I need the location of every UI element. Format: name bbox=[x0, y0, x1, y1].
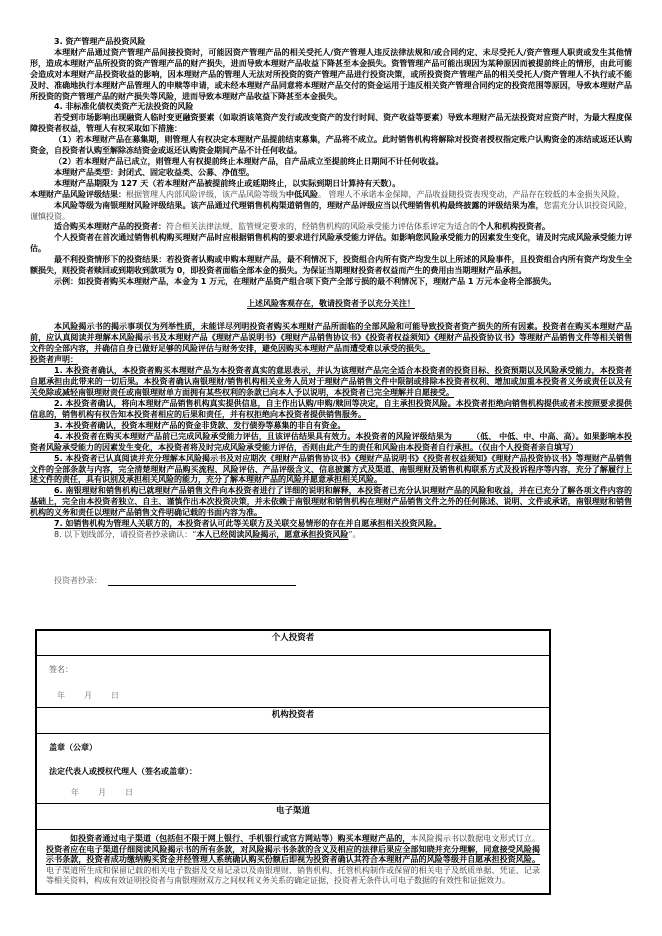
text-segment: 根据管理人内部风险评级，该产品风险等级为 bbox=[126, 189, 286, 199]
text-segment: 本理财产品类型：封闭式、固定收益类、公募、净值型。 bbox=[54, 167, 254, 177]
section-4-body bbox=[30, 113, 632, 135]
transcription-input-line[interactable] bbox=[108, 577, 296, 586]
text-segment: 中低风险 bbox=[286, 189, 318, 199]
table-row bbox=[36, 708, 550, 734]
text-segment: 本人已经阅读风险揭示，愿意承担投资风险 bbox=[196, 529, 349, 539]
investor-declaration-item-1 bbox=[30, 366, 632, 399]
individual-signature-cell[interactable] bbox=[36, 656, 550, 708]
text-segment: （2）若本理财产品已成立，则管理人有权提前终止本理财产品，自产品成立至提前终止日期间不计任何收益。 bbox=[54, 156, 444, 166]
text-segment: 您需充分认识投资风险，谨慎投资。 bbox=[30, 200, 632, 221]
text-segment: 。 管理人不承诺本金保障，产品收益随投资表现变动，产品存在较低的本金损失风险。 bbox=[318, 189, 625, 199]
text-segment: 4. 本投资者在购买本理财产品前已完成风险承受能力评估，且该评估结果具有效力。本投资者的风险评级结果为 （低、 中低、中、中高、高）。如果影响本投资者风险承受能力的因素发生变化，本投资者将及时完成风险承受能力评估，否则由此产生的责任和风险由本投资者自行承担。（仅由个人投资者亲自填写） bbox=[30, 431, 632, 452]
investor-declaration-item-2 bbox=[30, 399, 632, 421]
text-segment: 示例：如投资者购买本理财产品，本金为 1 万元，在理财产品资产组合项下资产全部亏损的最不利情况下，理财产品 1 万元本金将全部损失。 bbox=[54, 276, 557, 286]
text-segment: 投资者声明： bbox=[30, 355, 78, 365]
worst-case-result bbox=[30, 255, 632, 277]
text-segment: 6. 南银理财和销售机构已就理财产品销售文件向本投资者进行了详细的说明和解释，本投资者已充分认识理财产品的风险和收益，并在已充分了解各项文件内容的基础上，完全由本投资者独立、自主、谨慎作出本次投资决策，并未依赖于南银理财和销售机构在理财产品销售文件之外的任何陈述、说明、文件或承诺，南银理财和销售机构的义务和责任以理财产品销售文件明确记载的书面内容为准。 bbox=[30, 486, 632, 518]
echannel-header: 电子渠道 bbox=[36, 804, 550, 830]
text-segment: 3. 本投资者确认，投资本理财产品的资金非贷款、发行债券等募集的非自有资金。 bbox=[54, 420, 346, 430]
text-segment: 如投资者通过电子渠道（包括但不限于网上银行、手机银行或官方网站等）购买本理财产品的， bbox=[70, 834, 411, 844]
echannel-paragraph bbox=[46, 834, 540, 886]
rating-agency-note bbox=[30, 201, 632, 223]
text-segment: 符合相关法律法规、监管规定要求的，经销售机构的风险承受能力评估体系评定为适合的 bbox=[166, 222, 478, 232]
text-segment: 4. 非标准化债权类资产无法投资的风险 bbox=[54, 102, 194, 112]
worst-case-example bbox=[30, 277, 632, 288]
section-3-body bbox=[30, 48, 632, 103]
text-segment: 若受到市场影响出现融资人临时变更融资要素（如取消该笔资产发行或改变资产的发行时间、资产收益等要素）导致本理财产品无法投资对应资产时，为最大程度保障投资者权益，管理人有权采取如下措施： bbox=[30, 113, 632, 134]
signature-label: 签名： bbox=[49, 665, 73, 675]
text-segment: 5. 本投资者已认真阅读并充分理解本风险揭示书及对应期次《理财产品销售协议书》《理财产品说明书》《投资者权益须知》《理财产品投资协议书》等理财产品销售文件的全部条款与内容，完全清楚理财产品购买流程、风险评估、产品评级含义、信息披露方式及渠道、南银理财及销售机构联系方式及投诉程序等内容，充分了解履行上述文件的责任，具有识别及承担相关风险的能力，充分了解本理财产品的风险并愿意承担相关风险。 bbox=[30, 453, 632, 485]
individual-investor-header: 个人投资者 bbox=[36, 630, 550, 656]
measure-1 bbox=[30, 135, 632, 157]
text-segment: 个人和机构投资者。 bbox=[478, 222, 550, 232]
product-type bbox=[30, 168, 632, 179]
investor-declaration-item-6 bbox=[30, 486, 632, 519]
text-segment: 本风险揭示书以数据电文形式订立。 bbox=[410, 834, 540, 844]
table-row bbox=[36, 804, 550, 830]
text-segment: （1）若本理财产品在募集期，则管理人有权决定本理财产品提前结束募集，产品将不成立。此时销售机构将解除对投资者授权指定账户认购资金的冻结或返还认购资金，自投资者认购至解除冻结资金或返还认购资金期间产品不计任何收益。 bbox=[30, 135, 632, 156]
institution-investor-header: 机构投资者 bbox=[36, 708, 550, 734]
text-segment: 上述风险客观存在，敬请投资者予以充分关注！ bbox=[247, 298, 415, 308]
text-segment: 本风险揭示书的揭示事项仅为列举性质，未能详尽列明投资者购买本理财产品所面临的全部风险和可能导致投资者资产损失的所有因素。投资者在购买本理财产品前，应认真阅读并理解本风险揭示书及本理财产品《理财产品说明书》《理财产品销售协议书》《投资者权益须知》《理财产品投资协议书》等理财产品销售文件等相关销售文件的全部内容，并确信自身已做好足够的风险评估与财务安排，避免因购买本理财产品而遭受难以承受的损失。 bbox=[30, 321, 632, 353]
text-segment: 2. 本投资者确认，将向本理财产品销售机构真实提供信息，自主作出认购/申购/赎回等决定，自主承担投资风险。本投资者拒绝向销售机构提供或者未按照要求提供信息的，销售机构有权告知本投资者相应的后果和责任，并有权拒绝向本投资者提供销售服务。 bbox=[30, 399, 632, 419]
suitable-investors bbox=[30, 222, 632, 233]
table-row bbox=[36, 630, 550, 656]
text-segment: 适合购买本理财产品的投资者： bbox=[54, 222, 166, 232]
text-segment: 投资者应在电子渠道仔细阅读风险揭示书的所有条款，对风险揭示书条款的含义及相应的法律后果应全部知晓并充分理解，同意接受风险揭示书条款，投资者成功缴纳购买资金并经管理人系统确认购买份额后即视为投资者确认其符合本理财产品的风险等级并自愿承担投资风险。 bbox=[46, 844, 540, 865]
seal-label: 盖章（公章） bbox=[49, 743, 97, 753]
text-segment: 7. 如销售机构为管理人关联方的，本投资者认可此等关联方及关联交易情形的存在并自愿承担相关投资风险。 bbox=[54, 519, 442, 529]
individual-assessment-note bbox=[30, 233, 632, 255]
institution-seal-cell[interactable] bbox=[36, 734, 550, 804]
investor-declaration-heading bbox=[30, 355, 632, 366]
text-segment: 3. 资产管理产品投资风险 bbox=[54, 37, 146, 46]
disclosure-scope-note bbox=[30, 322, 632, 355]
investor-declaration-item-3 bbox=[30, 421, 632, 432]
text-segment: 本风险等级为南银理财风险评级结果。该产品通过代理销售机构渠道销售的，理财产品评级应当以代理销售机构最终披露的评级结果为准， bbox=[54, 200, 544, 210]
product-term bbox=[30, 179, 632, 190]
text-segment: 个人投资者在首次通过销售机构购买理财产品时应根据销售机构的要求进行风险承受能力评估。如影响您风险承受能力的因素发生变化，请及时完成风险承受能力评估。 bbox=[30, 233, 632, 254]
section-4-heading bbox=[30, 102, 632, 113]
institution-date-line: 年 月 日 bbox=[71, 788, 134, 798]
risk-rating-result bbox=[30, 190, 632, 201]
risk-disclosure-text bbox=[30, 37, 632, 541]
representative-label: 法定代表人或授权代理人（签名或盖章）： bbox=[49, 767, 197, 777]
echannel-cell bbox=[36, 830, 550, 895]
signature-table bbox=[35, 629, 551, 896]
text-segment: ”。 bbox=[348, 529, 361, 539]
text-segment: 最不利投资情形下的投资结果：若投资者认购或申购本理财产品，最不利情况下，投资组合内所有资产均发生以上所述的风险事件，且投资组合内所有资产均发生全额损失，则投资者赎回或到期收到款项为 0，即投资者面临全部本金的损失。为保证当期理财投资者权益而产生的费用由当期理财产品承担。 bbox=[30, 255, 632, 276]
measure-2 bbox=[30, 157, 632, 168]
text-segment: “ bbox=[192, 529, 197, 539]
text-segment: 1. 本投资者确认，本投资者购买本理财产品为本投资者真实的意思表示，并认为该理财产品完全适合本投资者的投资目标、投资预期以及风险承受能力，本投资者自愿承担由此带来的一切后果。本投资者确认南银理财/销售机构相关业务人员对于理财产品销售文件中限制或排除本投资者权利、增加或加重本投资者义务或责任以及有关免除或减轻南银理财责任或南银理财单方面拥有某些权利的条款已向本人予以说明，本投资者已完全理解并自愿接受。 bbox=[30, 366, 632, 398]
investor-declaration-item-4 bbox=[30, 432, 632, 454]
table-row bbox=[36, 734, 550, 804]
investor-declaration-item-8 bbox=[30, 530, 632, 541]
text-segment: 本理财产品风险评级结果： bbox=[30, 189, 126, 199]
table-row bbox=[36, 830, 550, 895]
investor-declaration-item-5 bbox=[30, 454, 632, 487]
text-segment: 8. 以下划线部分，请投资者抄录确认： bbox=[54, 529, 193, 539]
section-3-heading bbox=[30, 37, 632, 48]
text-segment: 本理财产品通过资产管理产品间接投资时，可能因资产管理产品的相关受托人/资产管理人违反法律法规和/或合同约定、未尽受托人/资产管理人职责或发生其他情形，造成本理财产品所投资的资产管理产品的财产损失，进而导致本理财产品收益下降甚至本金损失。资管管理产品可能出现因为某种原因而被提前终止的情形，由此可能会造成对本理财产品投资收益的影响，因本理财产品的管理人无法对所投资的资产管理产品进行投资决策，或所投资资产管理产品的相关受托人/资产管理人不执行或不能及时、准确地执行本理财产品管理人的申赎等申请，或未经本理财产品同意将本理财产品交付的资金运用于违反相关资产管理合同约定的投资范围等原因，导致本理财产品所投资的资产管理产品的财产损失等风险，进而导致本理财产品收益下降甚至本金损失。 bbox=[30, 47, 632, 101]
transcription-row bbox=[54, 575, 632, 587]
table-row bbox=[36, 656, 550, 708]
text-segment: 电子渠道所生成和保留记载的相关电子数据及交易记录以及南银理财、销售机构、托管机构制作或保留的相关电子及纸质单据、凭证、记录等相关资料，构成有效证明投资者与南银理财双方之间权利义务关系的确定证据，投资者无条件认可电子数据的有效性和证据效力。 bbox=[46, 865, 540, 885]
risk-attention-statement bbox=[30, 299, 632, 310]
individual-date-line: 年 月 日 bbox=[57, 691, 120, 701]
text-segment: 本理财产品期限为 127 天（若本理财产品被提前终止或延期终止，以实际到期日计算持有天数）。 bbox=[54, 178, 401, 188]
investor-declaration-item-7 bbox=[30, 519, 632, 530]
transcription-label: 投资者抄录： bbox=[54, 575, 102, 585]
